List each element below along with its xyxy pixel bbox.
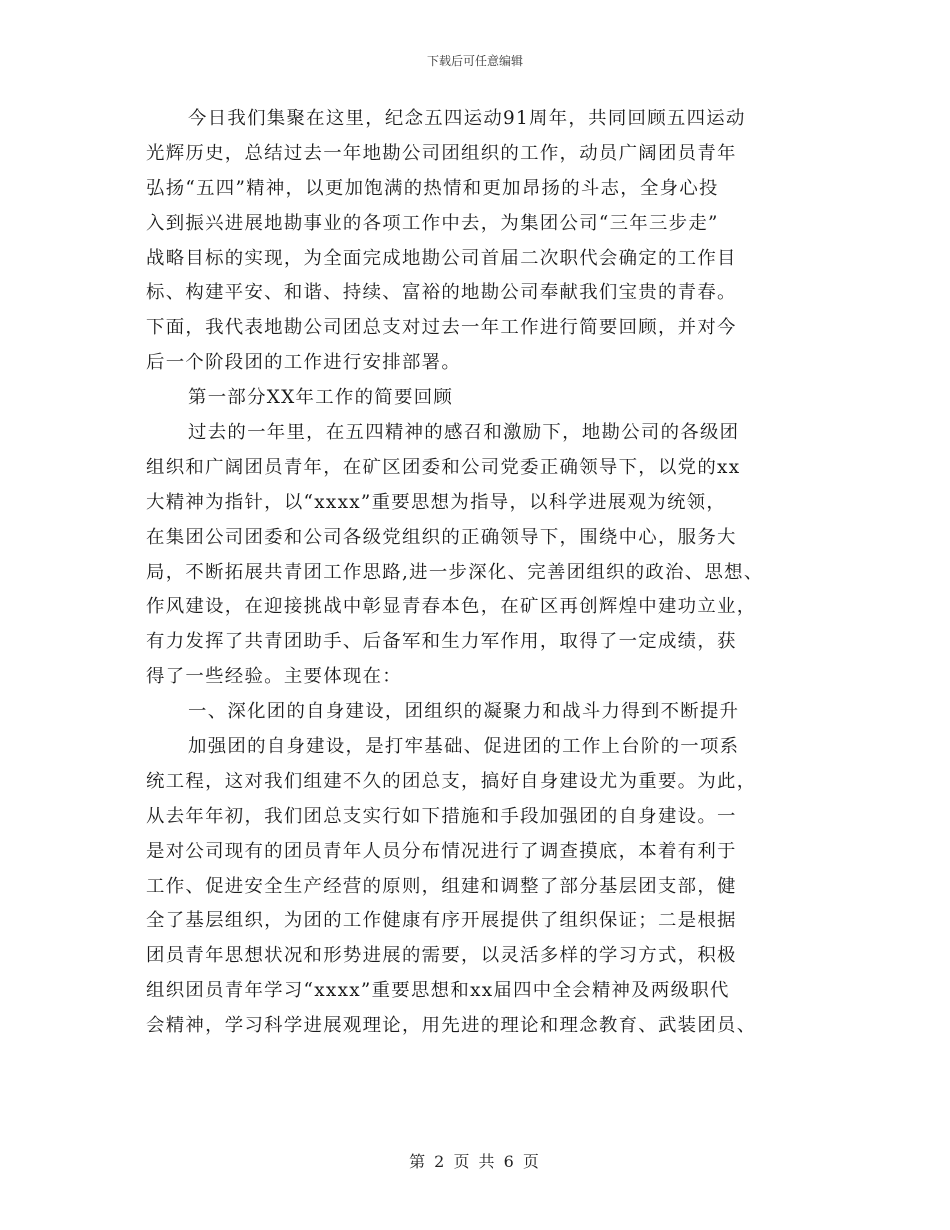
paragraph-line: 今日我们集聚在这里，纪念五四运动91周年，共同回顾五四运动: [188, 108, 746, 129]
paragraph-line: 后一个阶段团的工作进行安排部署。: [146, 352, 462, 374]
paragraph-line: 大精神为指针，以“xxxx”重要思想为指导，以科学进展观为统领，: [146, 491, 727, 513]
paragraph-line: 在集团公司团委和公司各级党组织的正确领导下，围绕中心，服务大: [146, 526, 737, 548]
paragraph-line: 团员青年思想状况和形势进展的需要，以灵活多样的学习方式，积极: [146, 945, 737, 967]
paragraph-line: 得了一些经验。主要体现在：: [146, 666, 402, 688]
page-header: 下载后可任意编辑: [426, 54, 523, 68]
paragraph-line: 从去年年初，我们团总支实行如下措施和手段加强团的自身建设。一: [146, 805, 737, 827]
subsection-heading: 一、深化团的自身建设，团组织的凝聚力和战斗力得到不断提升: [188, 701, 740, 723]
paragraph-line: 工作、促进安全生产经营的原则，组建和调整了部分基层团支部，健: [146, 875, 737, 897]
paragraph-line: 过去的一年里，在五四精神的感召和激励下，地勘公司的各级团: [188, 422, 740, 444]
paragraph-line: 入到振兴进展地勘事业的各项工作中去，为集团公司“三年三步走”: [146, 212, 719, 234]
paragraph-line: 标、构建平安、和谐、持续、富裕的地勘公司奉献我们宝贵的青春。: [146, 282, 737, 304]
paragraph-line: 会精神，学习科学进展观理论，用先进的理论和理念教育、武装团员、: [146, 1015, 757, 1037]
paragraph-line: 局，不断拓展共青团工作思路,进一步深化、完善团组织的政治、思想、: [146, 561, 764, 583]
paragraph-line: 统工程，这对我们组建不久的团总支，搞好自身建设尤为重要。为此，: [146, 770, 757, 792]
paragraph-line: 加强团的自身建设，是打牢基础、促进团的工作上台阶的一项系: [188, 736, 740, 758]
paragraph-line: 弘扬“五四”精神，以更加饱满的热情和更加昂扬的斗志，全身心投: [146, 177, 719, 199]
section-heading: 第一部分XX年工作的简要回顾: [188, 387, 454, 409]
paragraph-line: 战略目标的实现，为全面完成地勘公司首届二次职代会确定的工作目: [146, 247, 737, 269]
paragraph-line: 组织和广阔团员青年，在矿区团委和公司党委正确领导下，以党的xx: [146, 456, 741, 478]
page-number: 第 2 页 共 6 页: [409, 1152, 541, 1171]
document-body: [146, 102, 806, 1044]
paragraph-line: 有力发挥了共青团助手、后备军和生力军作用，取得了一定成绩，获: [146, 631, 737, 653]
paragraph-line: 是对公司现有的团员青年人员分布情况进行了调查摸底，本着有利于: [146, 840, 737, 862]
paragraph-line: 光辉历史，总结过去一年地勘公司团组织的工作，动员广阔团员青年: [146, 142, 737, 164]
paragraph-line: 组织团员青年学习“xxxx”重要思想和xx届四中全会精神及两级职代: [146, 980, 730, 1002]
paragraph-line: 下面，我代表地勘公司团总支对过去一年工作进行简要回顾，并对今: [146, 317, 737, 339]
paragraph-line: 作风建设，在迎接挑战中彰显青春本色，在矿区再创辉煌中建功立业，: [146, 596, 757, 618]
paragraph-line: 全了基层组织，为团的工作健康有序开展提供了组织保证；二是根据: [146, 910, 737, 932]
